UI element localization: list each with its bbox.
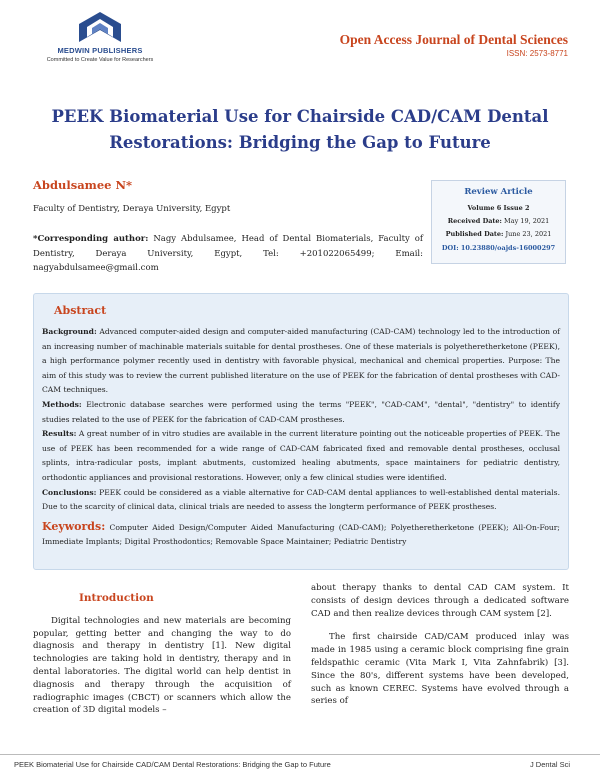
- author-name: Abdulsamee N*: [33, 178, 132, 192]
- received-date: Received Date: May 19, 2021: [447, 217, 550, 225]
- journal-name: Open Access Journal of Dental Sciences: [339, 32, 568, 47]
- page-footer: [0, 754, 600, 776]
- footer-title: PEEK Biomaterial Use for Chairside CAD/CAM Dental Restorations: Bridging the Gap to Future: [14, 760, 331, 769]
- medwin-logo-icon: [77, 10, 123, 44]
- author-affiliation: Faculty of Dentistry, Deraya University, Egypt: [33, 204, 231, 214]
- abstract-methods: Methods: Electronic database searches were performed using the terms "PEEK", "CAD-CAM", "dental", "dentistry" to identify studies related to the use of PEEK for the fabrication of CAD-CAM prostheses.: [42, 399, 560, 424]
- volume-issue: Volume 6 Issue 2: [467, 204, 530, 212]
- abstract-conclusions: Conclusions: PEEK could be considered as a viable alternative for CAD-CAM dental appliances to well-established dental materials. Due to the scarcity of clinical data, clinical trials are needed to assess the longterm performance of PEEK prostheses.: [42, 487, 560, 512]
- abstract-results: Results: A great number of in vitro studies are available in the current literature pointing out the noticeable properties of PEEK. The use of PEEK has been recommended for a wide range of CAD-CAM fabricated fixed and removable dental prostheses, occlusal splints, intra-radicular posts, implant abutments, customized healing abutments, space maintainers for pediatric dentistry, orthodontic appliances and provisional restorations. However, only a few clinical studies were identified.: [42, 429, 560, 482]
- publisher-tagline: Committed to Create Value for Researchers: [46, 57, 154, 63]
- corresponding-author: [33, 232, 423, 276]
- publisher-name: MEDWIN PUBLISHERS: [57, 46, 143, 55]
- article-type: Review Article: [464, 187, 533, 197]
- abstract-keywords: Keywords: Computer Aided Design/Computer Aided Manufacturing (CAD-CAM); Polyetheretherketone (PEEK); All-On-Four; Immediate Implants; Digital Prosthodontics; Removable Space Maintainer; Pediatric Dentistry: [42, 519, 560, 547]
- journal-issn: ISSN: 2573-8771: [506, 49, 568, 58]
- article-title: PEEK Biomaterial Use for Chairside CAD/CAM Dental Restorations: Bridging the Gap to Future: [51, 107, 549, 152]
- corresponding-author-label: *Corresponding author:: [33, 234, 149, 244]
- body-paragraph: about therapy thanks to dental CAD CAM system. It consists of design devices through a dedicated software CAD and then realize devices through CAM system [2].: [311, 583, 569, 619]
- publisher-logo: [30, 10, 170, 63]
- journal-header: [340, 32, 568, 58]
- abstract-background: Background: Advanced computer-aided design and computer-aided manufacturing (CAD-CAM) technology led to the introduction of an increasing number of machinable materials suitable for dental prostheses. One of these materials is polyetheretherketone (PEEK), a high performance polymer recently used in dentistry with favorable physical, mechanical and chemical properties. Purpose: The aim of this study was to review the current published literature on the use of PEEK for the fabrication of dental prostheses with CAD-CAM techniques.: [42, 327, 560, 395]
- body-column-left: [33, 584, 291, 728]
- published-date: Published Date: June 23, 2021: [445, 230, 552, 238]
- body-column-right: [311, 582, 569, 719]
- abstract-box: [33, 293, 569, 570]
- introduction-heading: Introduction: [79, 592, 154, 604]
- abstract-heading: Abstract: [54, 304, 107, 317]
- article-info-box: [431, 180, 566, 264]
- footer-journal: J Dental Sci: [529, 760, 570, 769]
- doi-link[interactable]: DOI: 10.23880/oajds-16000297: [441, 244, 556, 252]
- body-paragraph: Digital technologies and new materials are becoming popular, getting better and changing the way to do diagnosis and therapy in dentistry [1]. New digital technologies are taking hold in dentistry, therapy and in dental laboratories. The digital world can help dentist in diagnosis and therapy through the acquisition of radiographic images (CBCT) or scanners which allow the creation of 3D digital models –: [33, 615, 291, 716]
- corresponding-author-details: Nagy Abdulsamee, Head of Dental Biomaterials, Faculty of Dentistry, Deraya University, Egypt, Tel: +201022065499; Email: nagyabdulsamee@gmail.com: [33, 234, 423, 273]
- body-paragraph: The first chairside CAD/CAM produced inlay was made in 1985 using a ceramic block comprising fine grain feldspathic ceramic (Vita Mark I, Vita Zahnfabrik) [3]. Since the 80's, different systems have been developed, such as known CEREC. Systems have evolved through a series of: [311, 632, 569, 707]
